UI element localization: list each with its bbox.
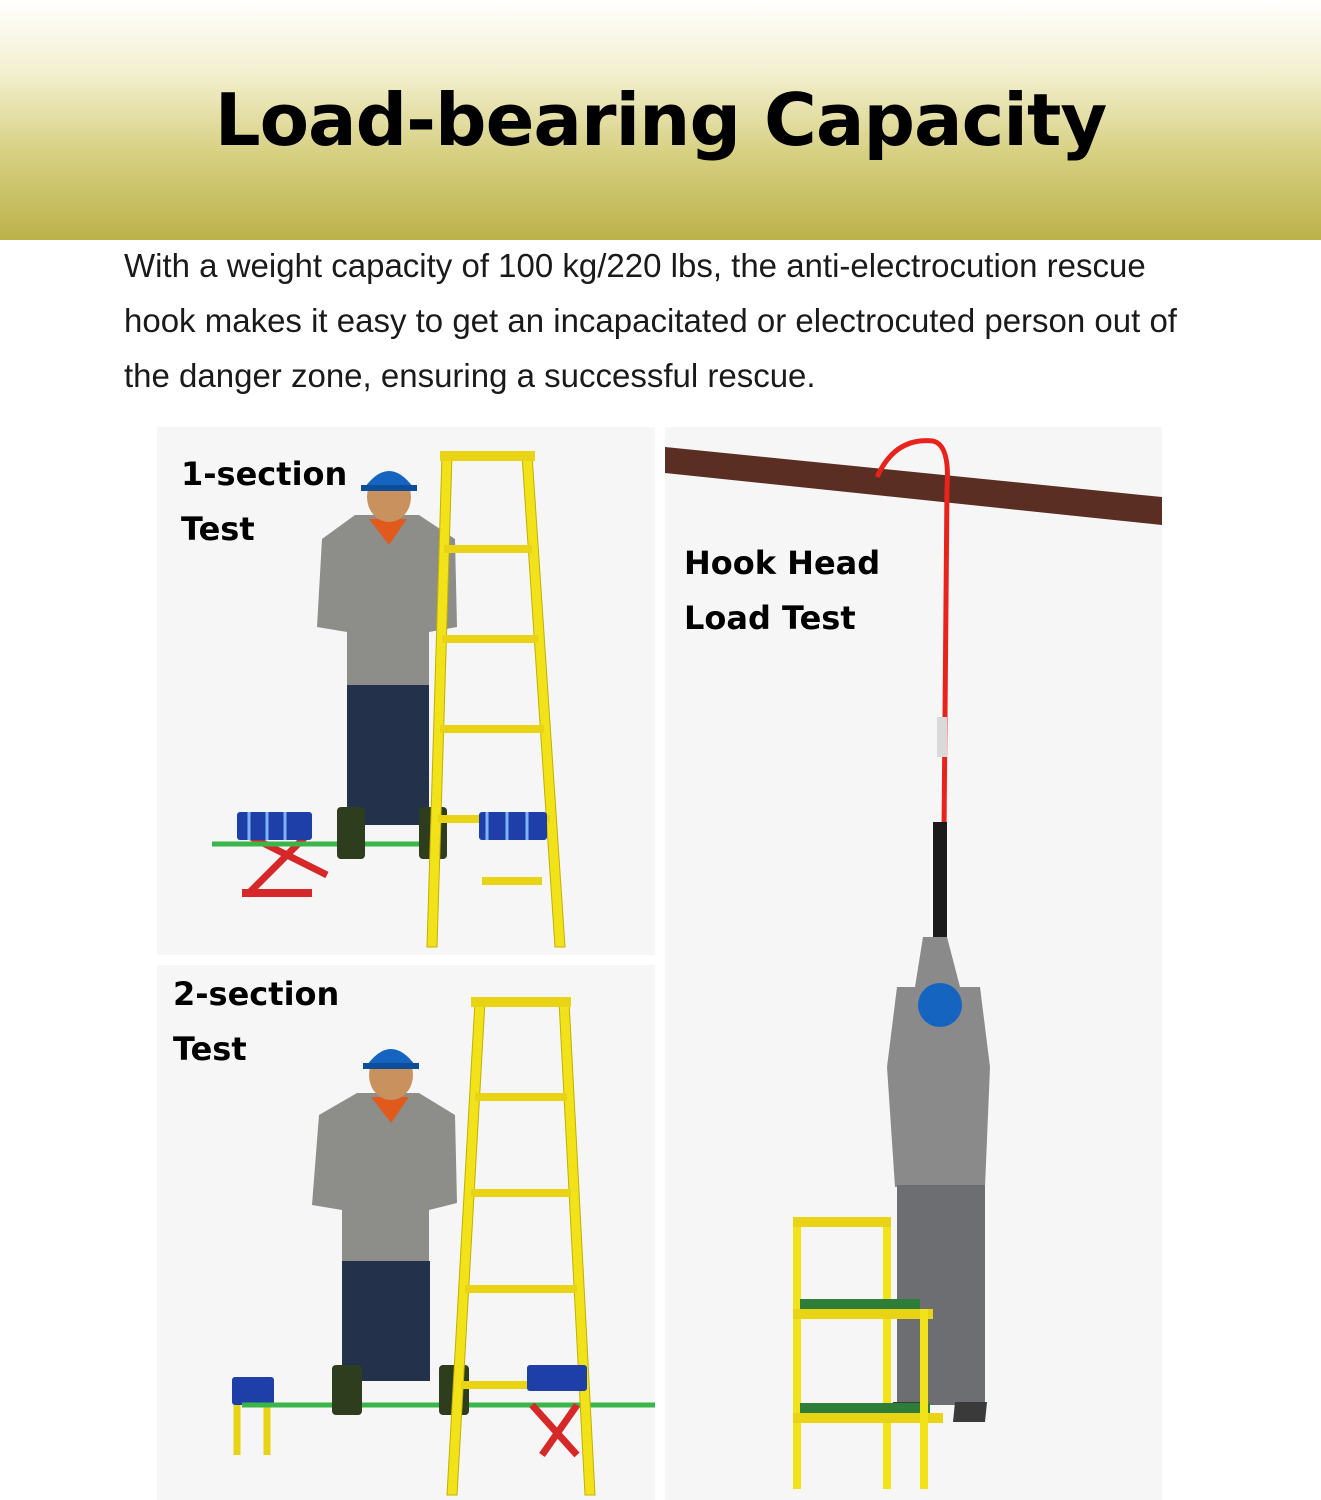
ladder [447,997,595,1495]
page-title: Load-bearing Capacity [214,78,1107,162]
two-section-label: 2-section Test [173,975,340,1068]
worker-figure [312,1049,469,1415]
description-text: With a weight capacity of 100 kg/220 lbs, the anti-electrocution rescue hook makes it easy to get an incapacitated or electrocuted person out of the danger zone, ensuring a successful rescue. [124,247,1177,394]
one-section-test-panel [157,427,655,955]
one-section-label: 1-section Test [181,455,348,548]
hook-head-load-test-panel [665,427,1162,1500]
rescue-hook [877,441,947,947]
overhead-beam [665,447,1162,525]
hook-head-label: Hook Head Load Test [684,544,881,637]
two-section-test-panel [157,965,655,1500]
ladder [427,451,565,947]
title-banner [0,0,1321,240]
hanging-worker [887,937,990,1422]
